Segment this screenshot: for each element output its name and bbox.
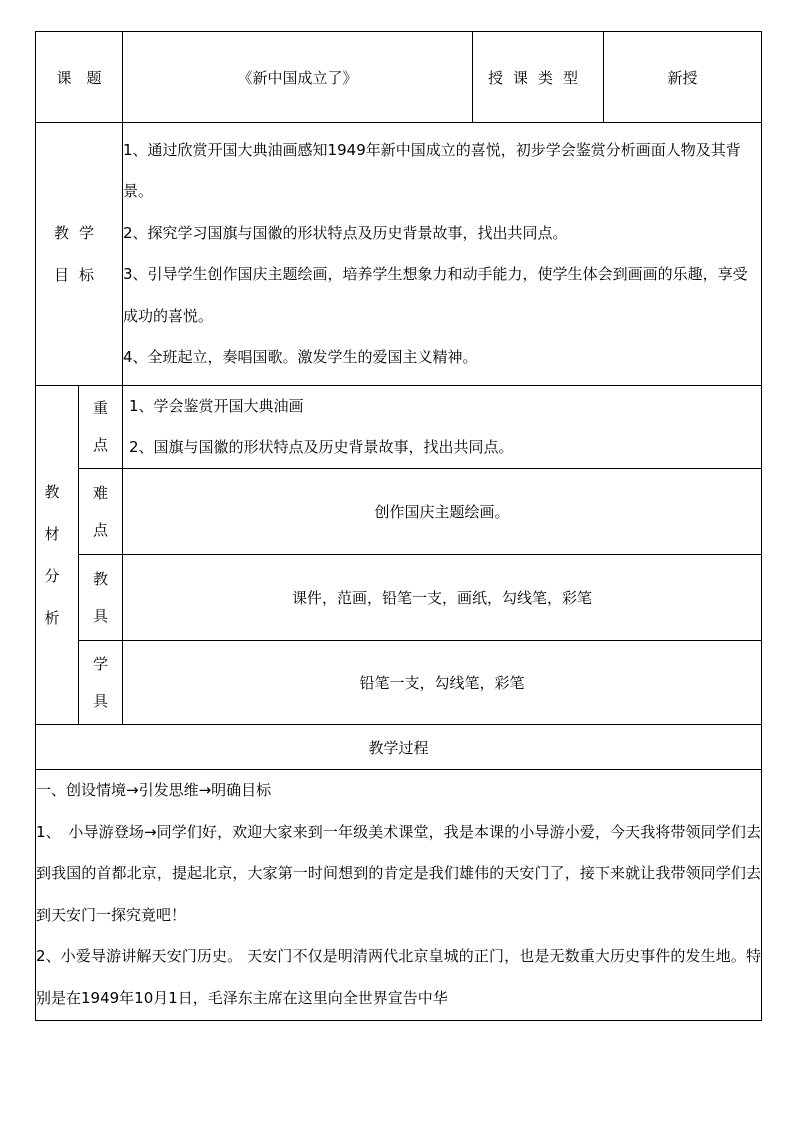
- objective-item: 4、全班起立，奏唱国歌。激发学生的爱国主义精神。: [123, 348, 478, 366]
- difficulty-row: [36, 469, 762, 555]
- objective-item: 3、引导学生创作国庆主题绘画，培养学生想象力和动手能力，使学生体会到画画的乐趣，享受成功的喜悦。: [123, 265, 748, 325]
- materials-analysis-label: 教 材 分 析: [36, 386, 79, 725]
- topic-value: 《新中国成立了》: [123, 32, 473, 123]
- teaching-tools-content: 课件，范画，铅笔一支，画纸，勾线笔，彩笔: [123, 555, 762, 641]
- process-paragraph: 2、小爱导游讲解天安门历史。 天安门不仅是明清两代北京皇城的正门，也是无数重大历史事件的发生地。特别是在1949年10月1日，毛泽东主席在这里向全世界宣告中华: [36, 947, 762, 1007]
- key-points-label: 重 点: [79, 386, 123, 469]
- key-points-content: 1、学会鉴赏开国大典油画 2、国旗与国徽的形状特点及历史背景故事，找出共同点。: [123, 386, 762, 469]
- student-tools-row: [36, 641, 762, 725]
- student-tools-label: 学 具: [79, 641, 123, 725]
- difficulty-content: 创作国庆主题绘画。: [123, 469, 762, 555]
- process-body-row: [36, 770, 762, 1021]
- topic-label: 课 题: [36, 32, 123, 123]
- objective-item: 2、探究学习国旗与国徽的形状特点及历史背景故事，找出共同点。: [123, 223, 568, 242]
- process-paragraph: 1、 小导游登场→同学们好，欢迎大家来到一年级美术课堂，我是本课的小导游小爱，今天我将带领同学们去到我国的首都北京，提起北京，大家第一时间想到的肯定是我们雄伟的天安门了，接下来就让我带领同学们去到天安门一探究竟吧！: [36, 822, 762, 924]
- lesson-plan-table: [35, 31, 762, 1021]
- teaching-tools-row: [36, 555, 762, 641]
- process-body: [36, 770, 762, 1021]
- objectives-row: [36, 123, 762, 386]
- header-row: [36, 32, 762, 123]
- key-points-row: [36, 386, 762, 469]
- process-heading-row: [36, 725, 762, 770]
- section-title: 一、创设情境→引发思维→明确目标: [36, 781, 272, 799]
- type-value: 新授: [604, 32, 762, 123]
- difficulty-label: 难 点: [79, 469, 123, 555]
- student-tools-content: 铅笔一支，勾线笔，彩笔: [123, 641, 762, 725]
- objective-item: 1、通过欣赏开国大典油画感知1949年新中国成立的喜悦，初步学会鉴赏分析画面人物及其背景。: [123, 140, 741, 200]
- teaching-tools-label: 教 具: [79, 555, 123, 641]
- process-heading: 教学过程: [36, 725, 762, 770]
- objectives-label: 教学 目标: [36, 123, 123, 386]
- objectives-content: [123, 123, 762, 386]
- type-label: 授课类型: [473, 32, 604, 123]
